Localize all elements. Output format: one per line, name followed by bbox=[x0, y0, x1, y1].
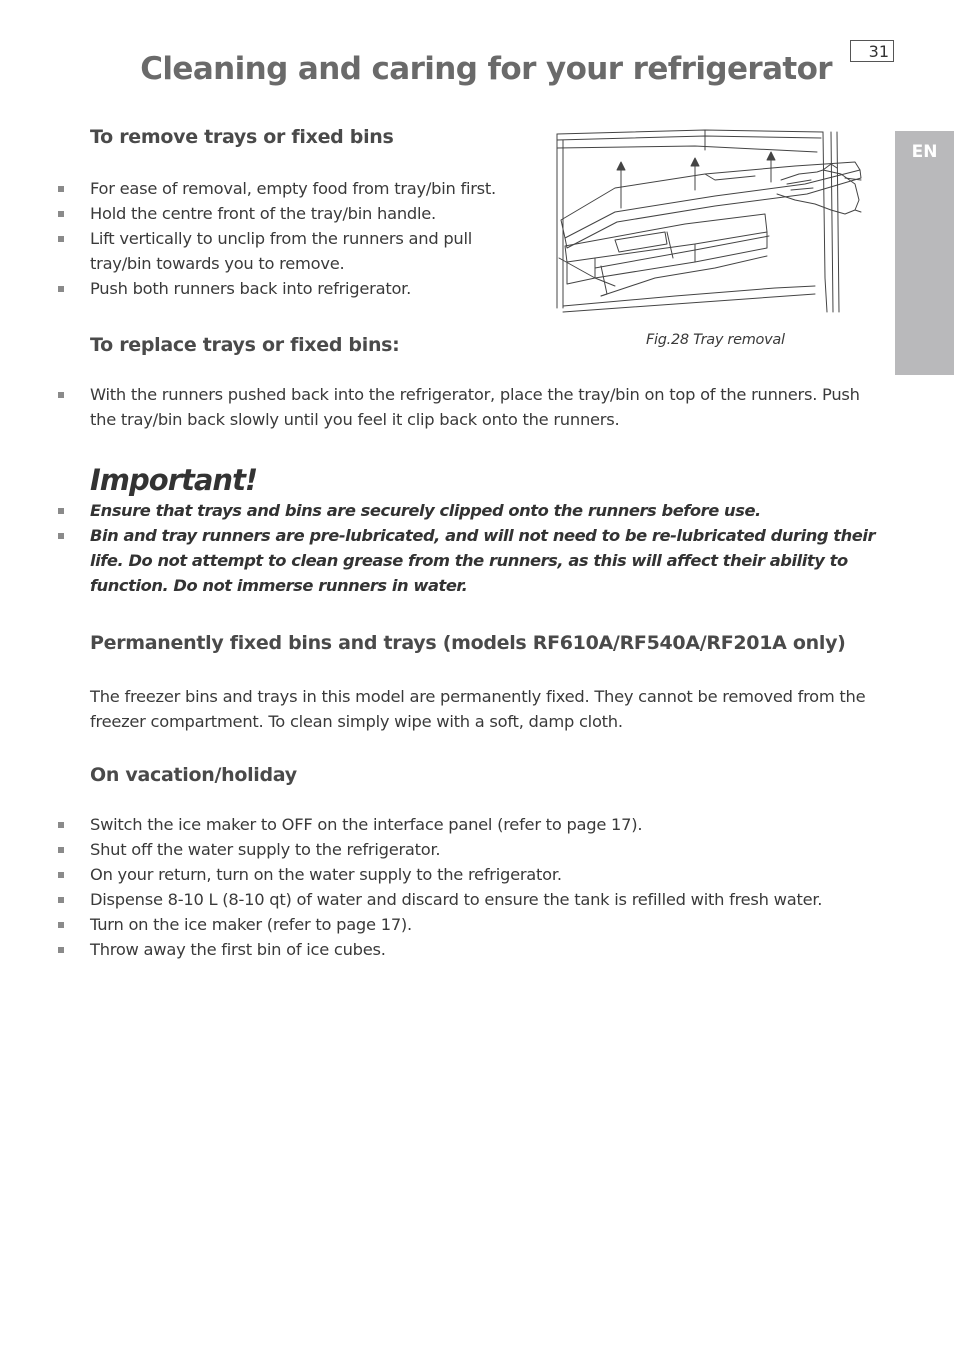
list-item: Shut off the water supply to the refrigerator. bbox=[0, 837, 880, 862]
list-item: Lift vertically to unclip from the runners and pull tray/bin towards you to remove. bbox=[0, 226, 520, 276]
figure-caption: Fig.28 Tray removal bbox=[646, 332, 785, 348]
list-item: Bin and tray runners are pre-lubricated, and will not need to be re-lubricated during their life. Do not attempt to clean grease from the runners, as this will affect their ability to function. Do not immerse runners in water. bbox=[0, 523, 892, 598]
vacation-heading: On vacation/holiday bbox=[90, 764, 297, 786]
remove-trays-heading: To remove trays or fixed bins bbox=[90, 126, 394, 148]
replace-trays-list bbox=[0, 382, 880, 432]
list-item: For ease of removal, empty food from tray/bin first. bbox=[0, 176, 520, 201]
list-item: Turn on the ice maker (refer to page 17). bbox=[0, 912, 880, 937]
important-list bbox=[0, 498, 892, 598]
tray-removal-illustration bbox=[555, 128, 867, 316]
permanent-bins-text: The freezer bins and trays in this model are permanently fixed. They cannot be removed from the freezer compartment. To clean simply wipe with a soft, damp cloth. bbox=[90, 687, 866, 731]
list-item: Throw away the first bin of ice cubes. bbox=[0, 937, 880, 962]
permanent-bins-heading: Permanently fixed bins and trays (models RF610A/RF540A/RF201A only) bbox=[90, 632, 846, 654]
list-item: Push both runners back into refrigerator. bbox=[0, 276, 520, 301]
list-item: Dispense 8-10 L (8-10 qt) of water and discard to ensure the tank is refilled with fresh water. bbox=[0, 887, 880, 912]
list-item: With the runners pushed back into the refrigerator, place the tray/bin on top of the runners. Push the tray/bin back slowly until you feel it clip back onto the runners. bbox=[0, 382, 880, 432]
list-item: On your return, turn on the water supply to the refrigerator. bbox=[0, 862, 880, 887]
important-heading: Important! bbox=[90, 463, 258, 497]
list-item: Hold the centre front of the tray/bin handle. bbox=[0, 201, 520, 226]
list-item: Switch the ice maker to OFF on the interface panel (refer to page 17). bbox=[0, 812, 880, 837]
page-number: 31 bbox=[850, 40, 894, 62]
vacation-list bbox=[0, 812, 880, 962]
list-item: Ensure that trays and bins are securely clipped onto the runners before use. bbox=[0, 498, 892, 523]
language-tab bbox=[895, 131, 954, 375]
remove-trays-list bbox=[0, 176, 520, 301]
replace-trays-heading: To replace trays or fixed bins: bbox=[90, 334, 400, 356]
language-tab-label: EN bbox=[911, 142, 938, 162]
page-title: Cleaning and caring for your refrigerator bbox=[140, 50, 832, 87]
